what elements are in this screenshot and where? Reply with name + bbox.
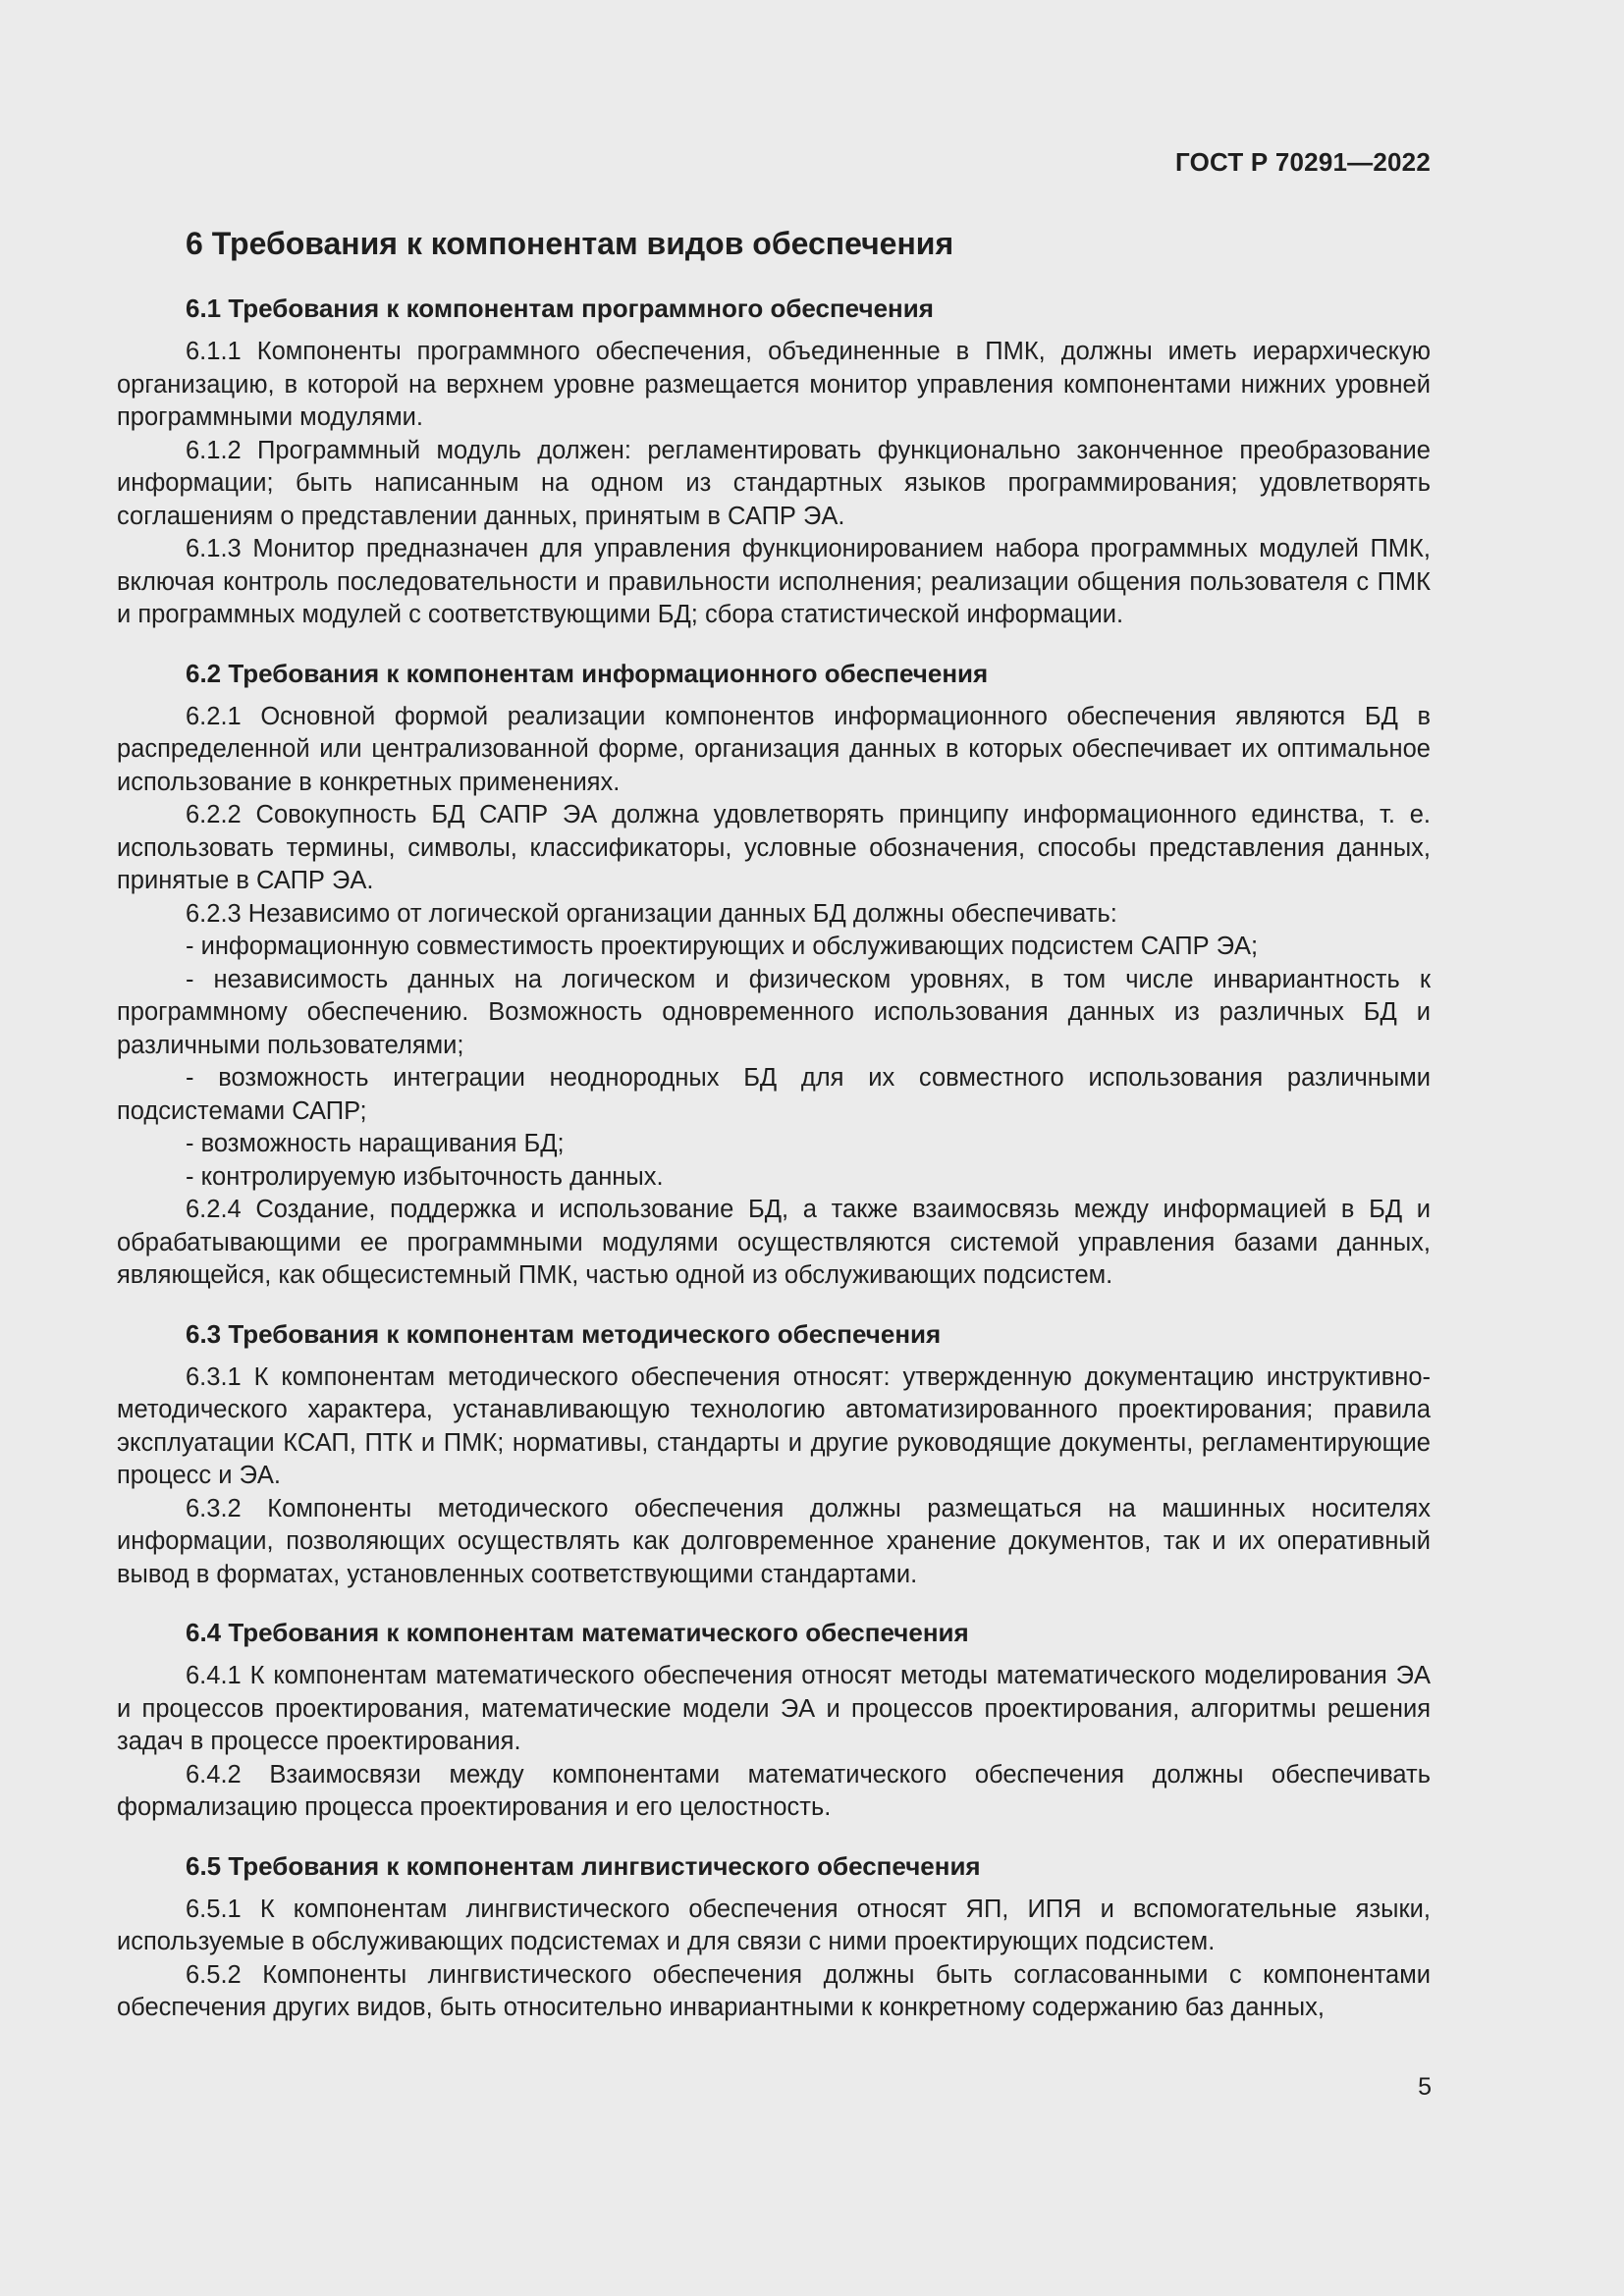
paragraph: 6.1.3 Монитор предназначен для управления функционированием набора программных модулей ПМК, включая контроль последовательности и правильности исполнения; реализации общения пользователя с ПМК и программных модулей с соответствующими БД; сбора статистической информации. bbox=[117, 535, 1431, 628]
paragraph: 6.1.2 Программный модуль должен: регламентировать функционально законченное преобразование информации; быть написанным на одном из стандартных языков программирования; удовлетворять соглашениям о представлении данных, принятым в САПР ЭА. bbox=[117, 436, 1431, 530]
paragraph: 6.2.1 Основной формой реализации компонентов информационного обеспечения являются БД в распределенной или централизованной форме, организация данных в которых обеспечивает их оптимальное использование в конкретных применениях. bbox=[117, 702, 1431, 796]
page-number: 5 bbox=[1418, 2073, 1432, 2101]
paragraph: 6.5.1 К компонентам лингвистического обеспечения относят ЯП, ИПЯ и вспомогательные языки, используемые в обслуживающих подсистемах и для связи с ними проектирующих подсистем. bbox=[117, 1895, 1431, 1955]
list-item: - контролируемую избыточность данных. bbox=[186, 1162, 664, 1191]
list-item: - информационную совместимость проектирующих и обслуживающих подсистем САПР ЭА; bbox=[186, 933, 1259, 960]
subsection-6-2 bbox=[117, 654, 1431, 1293]
paragraph: 6.2.2 Совокупность БД САПР ЭА должна удовлетворять принципу информационного единства, т. е. использовать термины, символы, классификаторы, условные обозначения, способы представления данных, принятые в САПР ЭА. bbox=[117, 801, 1431, 894]
subsection-title: 6.4 Требования к компонентам математического обеспечения bbox=[186, 1618, 969, 1647]
page-content bbox=[117, 220, 1431, 2025]
subsection-title: 6.1 Требования к компонентам программного обеспечения bbox=[186, 294, 934, 323]
subsection-title: 6.5 Требования к компонентам лингвистического обеспечения bbox=[186, 1850, 981, 1881]
subsection-6-1 bbox=[117, 289, 1431, 632]
paragraph: 6.3.1 К компонентам методического обеспечения относят: утвержденную документацию инструктивно-методического характера, устанавливающую технологию автоматизированного проектирования; правила эксплуатации КСАП, ПТК и ПМК; нормативы, стандарты и другие руководящие документы, регламентирующие процесс и ЭА. bbox=[117, 1362, 1431, 1489]
list-item: - независимость данных на логическом и физическом уровнях, в том числе инвариантность к программному обеспечению. Возможность одновременного использования данных из различных БД и различными пользователями; bbox=[117, 965, 1431, 1059]
paragraph: 6.2.4 Создание, поддержка и использование БД, а также взаимосвязь между информацией в БД и обрабатывающими ее программными модулями осуществляются системой управления базами данных, являющейся, как общесистемный ПМК, частью одной из обслуживающих подсистем. bbox=[117, 1196, 1431, 1289]
paragraph: 6.5.2 Компоненты лингвистического обеспечения должны быть согласованными с компонентами обеспечения других видов, быть относительно инвариантными к конкретному содержанию баз данных, bbox=[117, 1960, 1431, 2021]
subsection-title: 6.3 Требования к компонентам методического обеспечения bbox=[186, 1318, 942, 1349]
paragraph: 6.2.3 Независимо от логической организации данных БД должны обеспечивать: bbox=[186, 899, 1117, 928]
document-code: ГОСТ Р 70291—2022 bbox=[1175, 147, 1431, 177]
paragraph: 6.1.1 Компоненты программного обеспечения, объединенные в ПМК, должны иметь иерархическую организацию, в которой на верхнем уровне размещается монитор управления компонентами нижних уровней программными модулями. bbox=[117, 338, 1431, 431]
subsection-title: 6.2 Требования к компонентам информационного обеспечения bbox=[186, 658, 989, 688]
section-title: 6 Требования к компонентам видов обеспечения bbox=[186, 226, 954, 261]
subsection-6-3 bbox=[117, 1314, 1431, 1592]
subsection-6-5 bbox=[117, 1846, 1431, 2025]
list-item: - возможность интеграции неоднородных БД для их совместного использования различными подсистемами САПР; bbox=[117, 1064, 1431, 1125]
paragraph: 6.4.1 К компонентам математического обеспечения относят методы математического моделирования ЭА и процессов проектирования, математические модели ЭА и процессов проектирования, алгоритмы решения задач в процессе проектирования. bbox=[117, 1662, 1431, 1755]
list-item: - возможность наращивания БД; bbox=[186, 1130, 565, 1157]
paragraph: 6.4.2 Взаимосвязи между компонентами математического обеспечения должны обеспечивать формализацию процесса проектирования и его целостность. bbox=[117, 1760, 1431, 1821]
subsection-6-4 bbox=[117, 1613, 1431, 1825]
paragraph: 6.3.2 Компоненты методического обеспечения должны размещаться на машинных носителях информации, позволяющих осуществлять как долговременное хранение документов, так и их оперативный вывод в форматах, установленных соответствующими стандартами. bbox=[117, 1494, 1431, 1588]
